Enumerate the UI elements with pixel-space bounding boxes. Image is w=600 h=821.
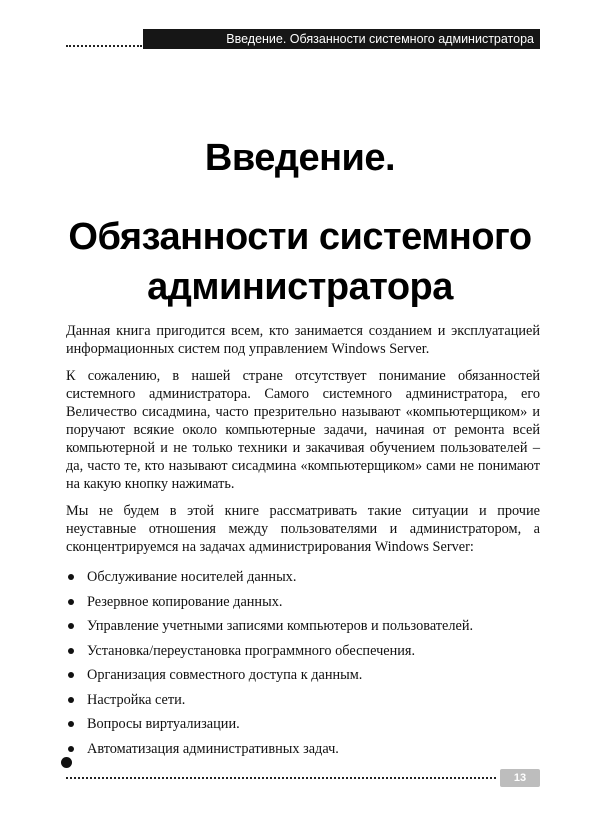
task-list: [66, 568, 540, 764]
list-item-text: Обслуживание носителей данных.: [87, 569, 297, 585]
chapter-title-line-1: Введение.: [204, 137, 396, 179]
list-item: [66, 691, 540, 716]
bullet-icon: [68, 623, 74, 629]
list-item: [66, 715, 540, 740]
running-header: [143, 29, 540, 49]
list-item-text: Организация совместного доступа к данным.: [87, 667, 363, 683]
list-item-text: Настройка сети.: [87, 691, 186, 708]
chapter-title-part-3: администратора: [147, 266, 453, 308]
paragraph: Мы не будем в этой книге рассматривать такие ситуации и прочие неуставные отношения между пользователями и администратором, а сконцентрируемся на задачах администрирования Windows Server:: [66, 503, 540, 555]
body-text: [66, 322, 540, 764]
list-item: [66, 568, 540, 593]
running-header-text: Введение. Обязанности системного администратора: [226, 32, 534, 46]
list-item: [66, 617, 540, 642]
bullet-icon: [68, 721, 74, 727]
paragraph: К сожалению, в нашей стране отсутствует понимание обязанностей системного администратора. Самого системного администратора, его Величество сисадмина, часто презрительно называют «компьютерщиком» и поручают всякие около компьютерные задачи, начиная от ремонта всей компьютерной и не только техники и закачивая обучением пользователей – да, часто те, кто называют сисадмина «компьютерщиком» сами не понимают на какую кнопку нажимать.: [66, 368, 540, 492]
chapter-title-part-2: Обязанности системного: [68, 216, 532, 258]
list-item-text: Вопросы виртуализации.: [87, 716, 240, 732]
bullet-icon: [68, 648, 74, 654]
list-item-text: Установка/переустановка программного обеспечения.: [87, 642, 416, 659]
list-item-text: Резервное копирование данных.: [87, 593, 283, 610]
chapter-title-line-2: [60, 212, 540, 312]
list-item: [66, 593, 540, 618]
list-item-text: Автоматизация административных задач.: [87, 740, 339, 757]
bullet-icon: [68, 672, 74, 678]
bullet-icon: [68, 599, 74, 605]
list-item: [66, 642, 540, 667]
header-dotted-rule: [66, 45, 142, 47]
bullet-icon: [68, 574, 74, 580]
bullet-icon: [68, 746, 74, 752]
footer-dot-icon: [61, 757, 72, 768]
bullet-icon: [68, 697, 74, 703]
list-item: [66, 740, 540, 765]
paragraph: Данная книга пригодится всем, кто занимается созданием и эксплуатацией информационных систем под управлением Windows Server.: [66, 323, 540, 357]
list-item-text: Управление учетными записями компьютеров и пользователей.: [87, 618, 474, 634]
footer-dotted-rule: [66, 777, 496, 779]
page-number: 13: [500, 769, 540, 787]
list-item: [66, 666, 540, 691]
